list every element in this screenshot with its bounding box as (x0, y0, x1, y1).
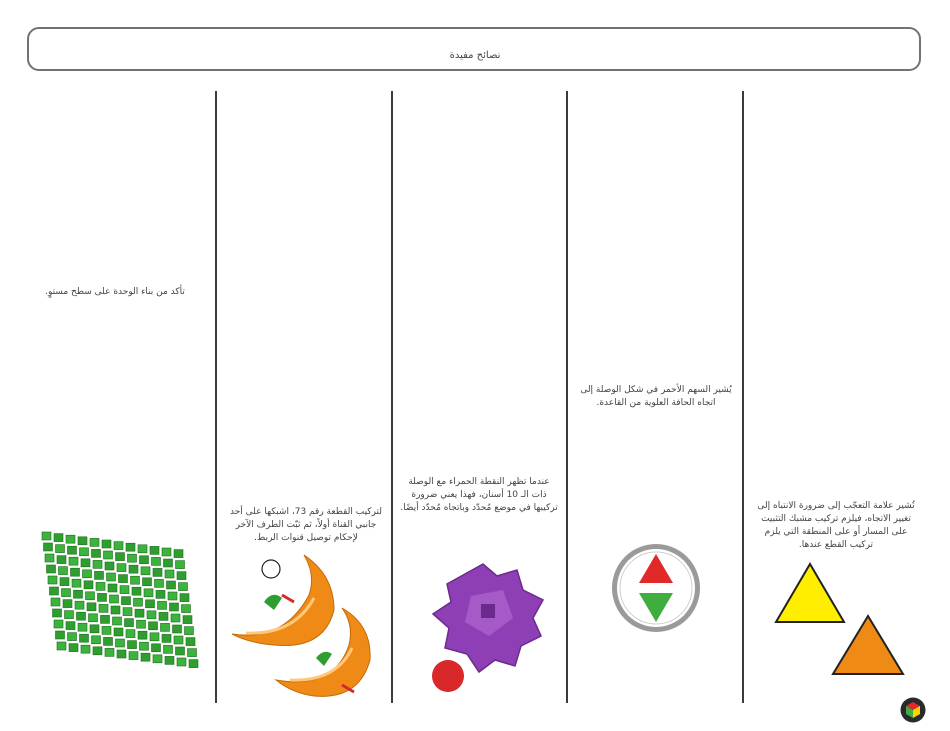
tip-caption-channel: لتركيب القطعة رقم 73، اشبكها على أحد جانبي القناة أولاً، ثم ثبّت الطرف الآخر لإحكام توصيل قنوات الربط. (229, 507, 383, 543)
brand-cube-logo (900, 697, 926, 723)
tip-caption-flat-surface: تأكد من بناء الوحدة على سطح مستوٍ. (45, 287, 185, 297)
orange-channel-pieces-image (224, 550, 384, 700)
compass-arrows-icon (610, 542, 702, 634)
title-box (27, 27, 921, 71)
tip-caption-red-arrow: يُشير السهم الأحمر في شكل الوصلة إلى اتجاه الحافة العلوية من القاعدة. (580, 385, 732, 408)
column-divider (391, 91, 393, 703)
tip-caption-exclamation: تُشير علامة التعجّب إلى ضرورة الانتباه إلى تغيير الاتجاه، فيلزم تركيب مشبك التثبيت على المسار أو على المنطقة التي يلزم تركيب القطع عندها. (757, 501, 915, 550)
purple-connector-image (425, 556, 555, 696)
column-divider (215, 91, 217, 703)
column-divider (742, 91, 744, 703)
warning-triangles (772, 561, 908, 677)
page-title: نصائح مفيدة (449, 50, 501, 61)
column-divider (566, 91, 568, 703)
green-grid-base-image (36, 522, 206, 670)
tip-caption-red-dot: عندما تظهر النقطة الحمراء مع الوصلة ذات الـ 10 أسنان، فهذا يعني ضرورة تركيبها في موضع مُحدّد وباتجاه مُحدّد أيضًا. (400, 477, 558, 513)
